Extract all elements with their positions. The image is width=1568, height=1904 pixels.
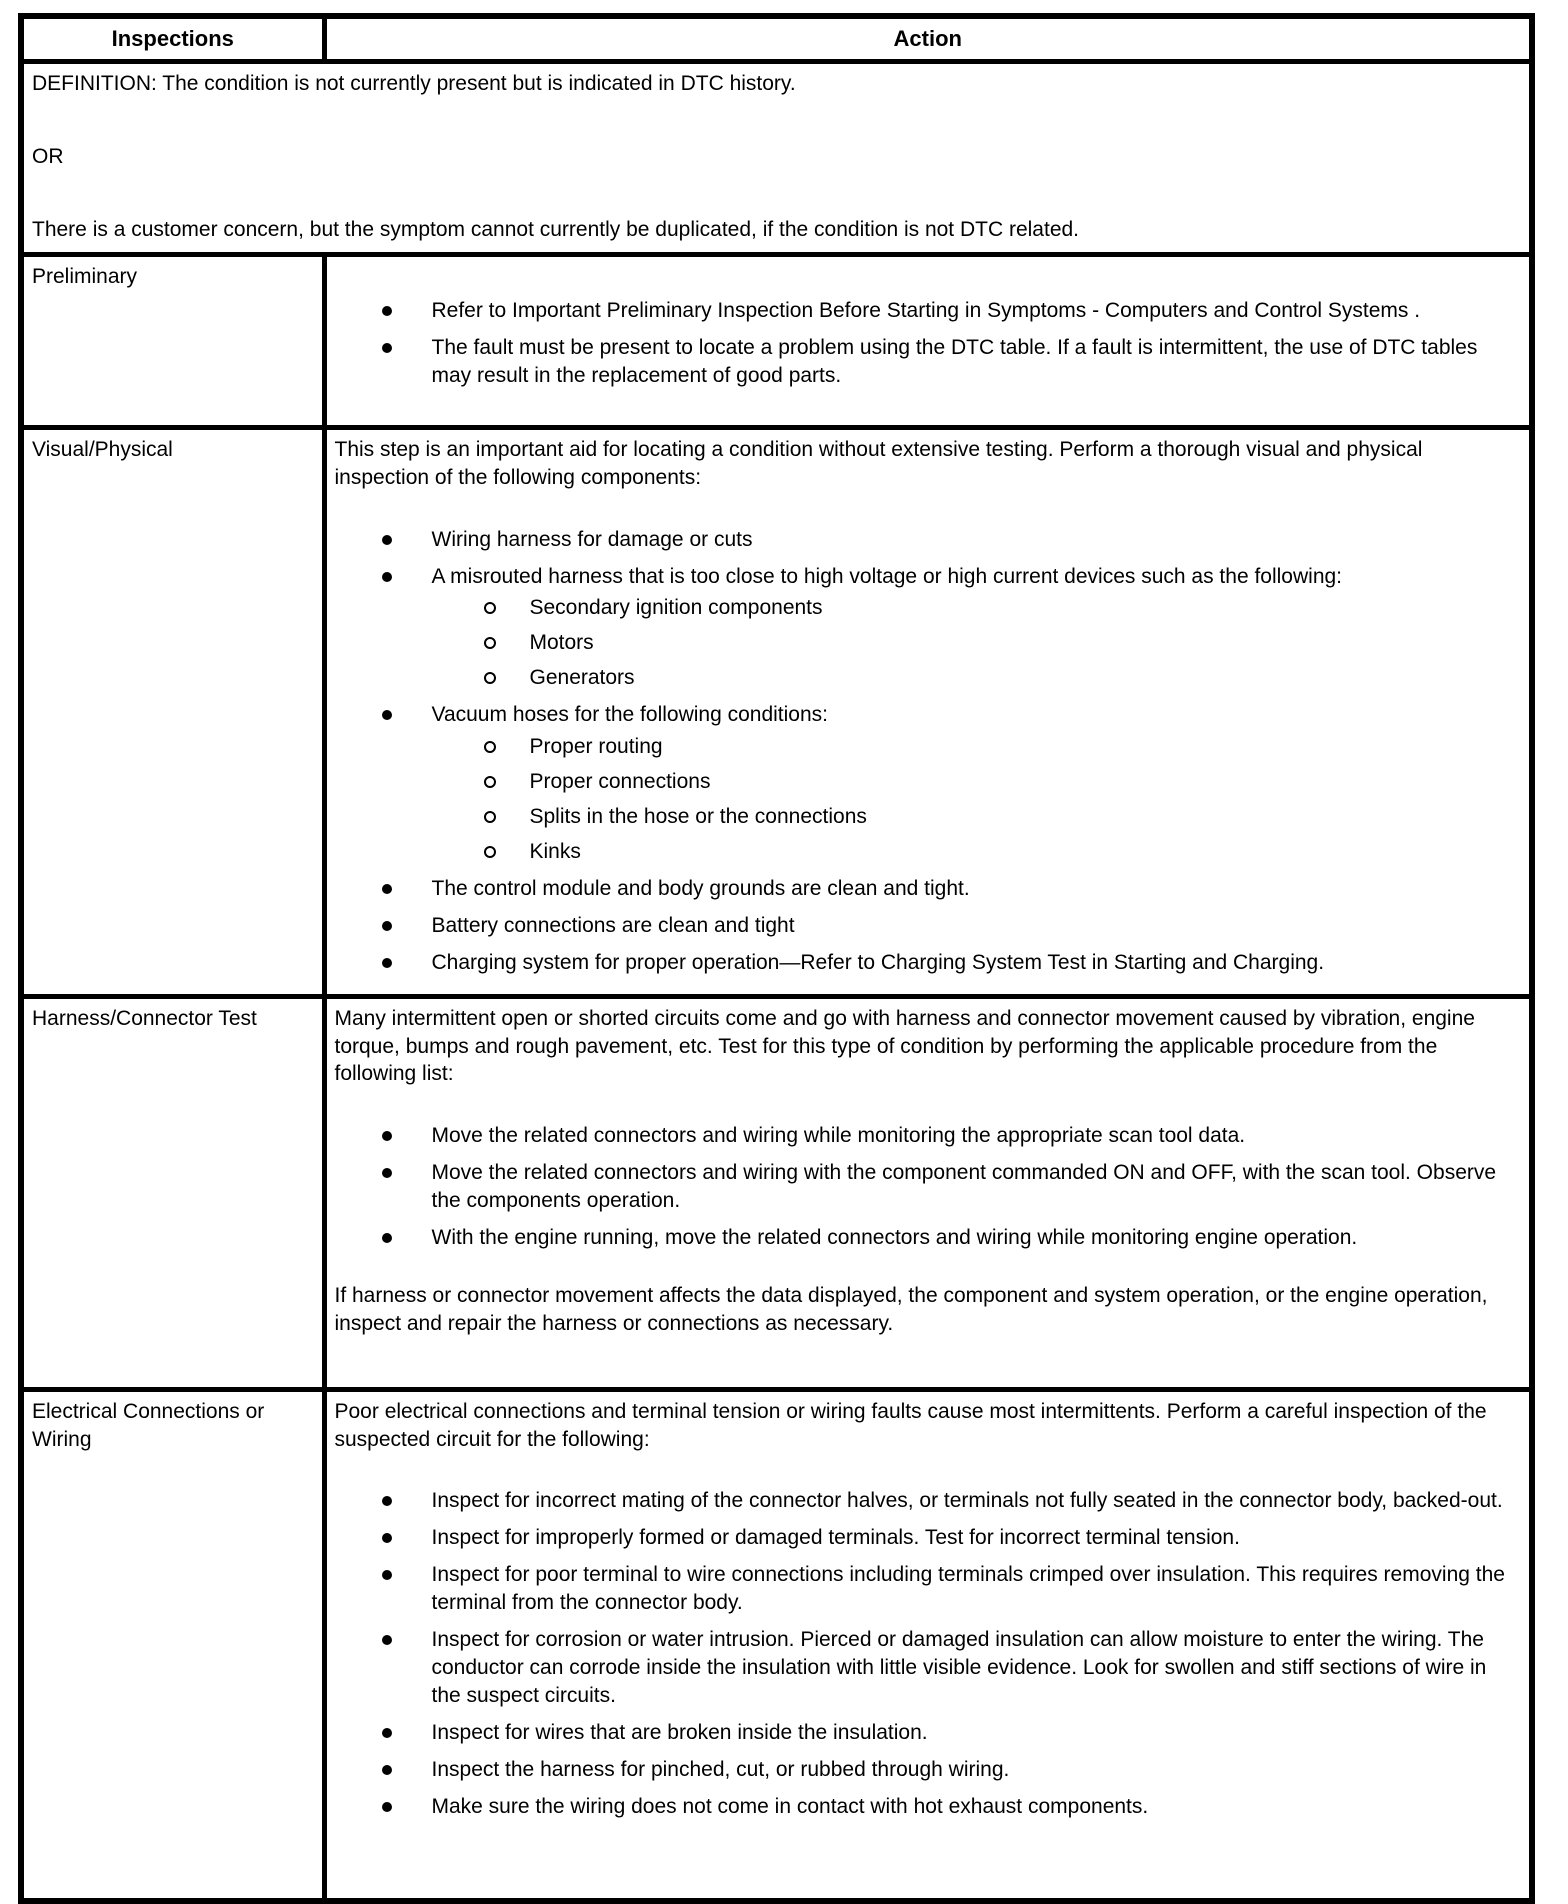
sub-bullet-item: Motors (432, 629, 1516, 657)
bullet-text: Refer to Important Preliminary Inspection Before Starting in Symptoms - Computers and Control Systems . (431, 298, 1421, 322)
bullet-item (335, 1122, 1516, 1150)
inspection-label: Visual/Physical (32, 437, 173, 461)
bullet-item (335, 949, 1516, 977)
bullet-item (335, 912, 1516, 940)
bullet-list (335, 526, 1516, 977)
bullet-item (335, 526, 1516, 554)
table-row (21, 1389, 1532, 1901)
action-cell (324, 427, 1532, 996)
bullet-list (335, 1122, 1516, 1252)
document-page (18, 13, 1535, 1904)
header-row (21, 16, 1532, 62)
bullet-item (335, 875, 1516, 903)
inspection-cell (21, 254, 324, 427)
bullet-text: Inspect for corrosion or water intrusion. Pierced or damaged insulation can allow moisture to enter the wiring. The conductor can corrode inside the insulation with little visible evidence. Look for swollen and stiff sections of wire in the suspect circuits. (431, 1628, 1487, 1707)
bullet-item (335, 1793, 1516, 1821)
bullet-text: Inspect for poor terminal to wire connections including terminals crimped over insulation. This requires removing the terminal from the connector body. (431, 1563, 1505, 1615)
definition-concern-text: There is a customer concern, but the symptom cannot currently be duplicated, if the condition is not DTC related. (32, 217, 1080, 241)
inspection-label: Preliminary (32, 264, 138, 288)
bullet-text: Inspect the harness for pinched, cut, or rubbed through wiring. (431, 1757, 1010, 1781)
bullet-text: The fault must be present to locate a problem using the DTC table. If a fault is intermittent, the use of DTC tables may result in the replacement of good parts. (431, 335, 1478, 387)
bullet-item (335, 1626, 1516, 1710)
action-intro: This step is an important aid for locating a condition without extensive testing. Perform a thorough visual and physical inspection of the following components: (334, 437, 1423, 489)
bullet-item (335, 334, 1516, 390)
bullet-text: Inspect for improperly formed or damaged terminals. Test for incorrect terminal tension. (431, 1526, 1240, 1550)
sub-bullet-item: Generators (432, 664, 1516, 692)
bullet-item (335, 297, 1516, 325)
table-header (21, 16, 1532, 62)
column-header-inspections: Inspections (21, 16, 324, 62)
action-intro: Poor electrical connections and terminal tension or wiring faults cause most intermittents. Perform a careful inspection of the suspected circuit for the following: (334, 1399, 1487, 1451)
table-row (21, 254, 1532, 427)
bullet-item (335, 1487, 1516, 1515)
sub-bullet-item: Splits in the hose or the connections (432, 803, 1516, 831)
inspection-action-table (18, 13, 1535, 1904)
inspection-cell (21, 1389, 324, 1901)
inspection-label: Electrical Connections or Wiring (32, 1399, 265, 1451)
column-header-action: Action (324, 16, 1532, 62)
definition-cell (21, 62, 1532, 255)
definition-text: DEFINITION: The condition is not currently present but is indicated in DTC history. (32, 72, 796, 95)
bullet-item (335, 1159, 1516, 1215)
bullet-text: Move the related connectors and wiring while monitoring the appropriate scan tool data. (431, 1124, 1246, 1148)
table-row (21, 996, 1532, 1389)
bullet-text: Wiring harness for damage or cuts (431, 527, 753, 551)
bullet-item (335, 1224, 1516, 1252)
sub-bullet-item: Secondary ignition components (432, 594, 1516, 622)
action-cell (324, 1389, 1532, 1901)
table-row (21, 427, 1532, 996)
bullet-text: Inspect for wires that are broken inside the insulation. (431, 1720, 928, 1744)
bullet-list (335, 1487, 1516, 1820)
action-cell (324, 996, 1532, 1389)
bullet-item (335, 1561, 1516, 1617)
sub-bullet-list (432, 733, 1516, 866)
action-cell (324, 254, 1532, 427)
action-outro: If harness or connector movement affects the data displayed, the component and system operation, or the engine operation, inspect and repair the harness or connections as necessary. (334, 1284, 1488, 1335)
bullet-text: Move the related connectors and wiring with the component commanded ON and OFF, with the scan tool. Observe the components operation. (431, 1161, 1497, 1213)
bullet-text: Inspect for incorrect mating of the connector halves, or terminals not fully seated in the connector body, backed-out. (431, 1489, 1503, 1513)
sub-bullet-item: Kinks (432, 838, 1516, 866)
sub-bullet-list (432, 594, 1516, 692)
bullet-text: Battery connections are clean and tight (431, 913, 795, 937)
bullet-item (335, 701, 1516, 866)
bullet-text: Charging system for proper operation—Refer to Charging System Test in Starting and Charging. (431, 950, 1325, 974)
action-intro: Many intermittent open or shorted circuits come and go with harness and connector movement caused by vibration, engine torque, bumps and rough pavement, etc. Test for this type of condition by performing the applicable procedure from the following list: (334, 1006, 1475, 1086)
inspection-cell (21, 996, 324, 1389)
bullet-text: Make sure the wiring does not come in contact with hot exhaust components. (431, 1794, 1149, 1818)
bullet-item (335, 1756, 1516, 1784)
sub-bullet-item: Proper connections (432, 768, 1516, 796)
bullet-item (335, 563, 1516, 693)
bullet-item (335, 1524, 1516, 1552)
definition-or-text: OR (32, 144, 64, 168)
bullet-text: A misrouted harness that is too close to high voltage or high current devices such as the following: (431, 564, 1343, 588)
inspection-label: Harness/Connector Test (32, 1006, 257, 1030)
sub-bullet-item: Proper routing (432, 733, 1516, 761)
definition-row (21, 62, 1532, 255)
inspection-cell (21, 427, 324, 996)
bullet-list (335, 297, 1516, 390)
bullet-item (335, 1719, 1516, 1747)
bullet-text: The control module and body grounds are clean and tight. (431, 876, 970, 900)
bullet-text: Vacuum hoses for the following conditions: (431, 703, 828, 727)
bullet-text: With the engine running, move the related connectors and wiring while monitoring engine operation. (431, 1226, 1358, 1250)
